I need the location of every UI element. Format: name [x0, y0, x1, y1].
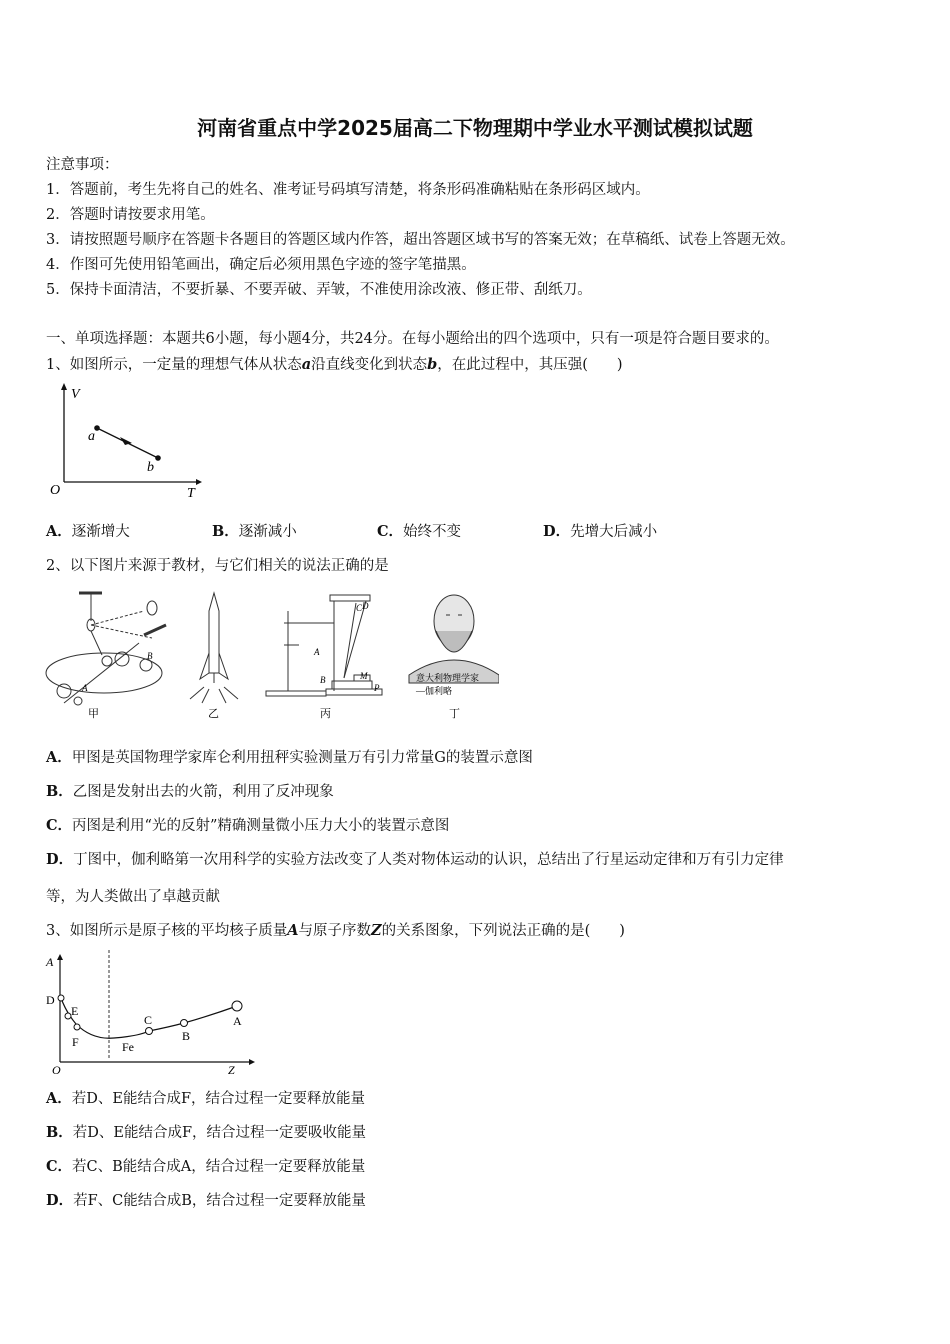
q1-option-c: C．始终不变 — [377, 523, 462, 540]
q1-origin-label: O — [50, 483, 61, 498]
q3-point-c: C — [144, 1013, 153, 1027]
figure-ding-caption: 丁 — [449, 708, 460, 720]
q1-option-d: D．先增大后减小 — [543, 523, 658, 540]
figure-label-d: D — [362, 601, 369, 611]
figure-yi-rocket — [190, 593, 238, 703]
section-heading: 一、单项选择题：本题共6小题，每小题4分，共24分。在每小题给出的四个选项中，只有一项是符合题目要求的。 — [46, 331, 779, 347]
q3-x-axis-label: Z — [228, 1063, 235, 1075]
q1-point-b-label: b — [147, 460, 154, 475]
q2-option-c: C．丙图是利用“光的反射”精确测量微小压力大小的装置示意图 — [46, 817, 450, 834]
q2-figure-strip — [44, 583, 499, 725]
q3-option-c: C．若C、B能结合成A，结合过程一定要释放能量 — [46, 1158, 366, 1175]
q2-stem: 2、以下图片来源于教材，与它们相关的说法正确的是 — [46, 558, 389, 574]
q3-fe-label: Fe — [122, 1040, 134, 1054]
figure-bing-caption: 丙 — [320, 708, 331, 720]
figure-label-m: M — [360, 671, 368, 681]
q1-x-axis-label: T — [187, 486, 195, 501]
q3-stem: 3、如图所示是原子核的平均核子质量A与原子序数Z的关系图象，下列说法正确的是( ) — [46, 922, 625, 939]
q1-stem: 1、如图所示，一定量的理想气体从状态a沿直线变化到状态b，在此过程中，其压强( ) — [46, 356, 623, 373]
figure-label-a: A — [82, 683, 88, 693]
q3-nucleon-graph — [44, 950, 259, 1075]
q3-point-f: F — [72, 1035, 79, 1049]
notice-item: 2．答题时请按要求用笔。 — [46, 207, 215, 223]
notice-heading: 注意事项： — [46, 157, 119, 173]
q2-option-a: A．甲图是英国物理学家库仑利用扭秤实验测量万有引力常量G的装置示意图 — [46, 749, 533, 766]
figure-jia-torsion-balance — [46, 593, 166, 705]
q1-option-a: A．逐渐增大 — [46, 523, 130, 540]
figure-yi-caption: 乙 — [208, 708, 219, 720]
q3-point-e: E — [71, 1004, 79, 1018]
q3-point-a: A — [233, 1014, 242, 1028]
figure-label-a: A — [314, 647, 320, 657]
q3-option-a: A．若D、E能结合成F，结合过程一定要释放能量 — [46, 1090, 366, 1107]
figure-label-b: B — [147, 651, 153, 661]
figure-ding-caption1: 意大利物理学家 — [416, 673, 480, 683]
q3-origin-label: O — [52, 1063, 61, 1075]
notice-item: 3．请按照题号顺序在答题卡各题目的答题区域内作答，超出答题区域书写的答案无效；在草稿纸、试卷上答题无效。 — [46, 232, 795, 248]
notice-item: 4．作图可先使用铅笔画出，确定后必须用黑色字迹的签字笔描黑。 — [46, 257, 476, 273]
page-title: 河南省重点中学2025届高二下物理期中学业水平测试模拟试题 — [197, 116, 753, 140]
q3-point-d: D — [46, 993, 55, 1007]
figure-jia-caption: 甲 — [88, 708, 99, 720]
figure-label-c: C — [356, 603, 363, 613]
q3-y-axis-label: A — [46, 955, 54, 969]
q3-point-b: B — [182, 1029, 191, 1043]
figure-ding-portrait — [409, 595, 499, 683]
q1-vt-graph — [44, 380, 209, 505]
q2-option-b: B．乙图是发射出去的火箭，利用了反冲现象 — [46, 783, 334, 800]
q2-option-d-continued: 等，为人类做出了卓越贡献 — [46, 889, 220, 905]
q1-point-a-label: a — [88, 429, 95, 444]
q1-option-b: B．逐渐减小 — [212, 523, 297, 540]
q2-option-d: D．丁图中，伽利略第一次用科学的实验方法改变了人类对物体运动的认识，总结出了行星运动定律和万有引力定律 — [46, 851, 784, 868]
q3-option-b: B．若D、E能结合成F，结合过程一定要吸收能量 — [46, 1124, 367, 1141]
q3-option-d: D．若F、C能结合成B，结合过程一定要释放能量 — [46, 1192, 366, 1209]
notice-item: 1．答题前，考生先将自己的姓名、准考证号码填写清楚，将条形码准确粘贴在条形码区域内。 — [46, 182, 650, 198]
q1-y-axis-label: V — [71, 387, 80, 402]
figure-ding-caption2: —伽利略 — [416, 686, 453, 696]
notice-item: 5．保持卡面清洁，不要折暴、不要弄破、弄皱，不准使用涂改液、修正带、刮纸刀。 — [46, 282, 592, 298]
figure-label-b: B — [320, 675, 326, 685]
figure-label-p: P — [374, 683, 380, 693]
